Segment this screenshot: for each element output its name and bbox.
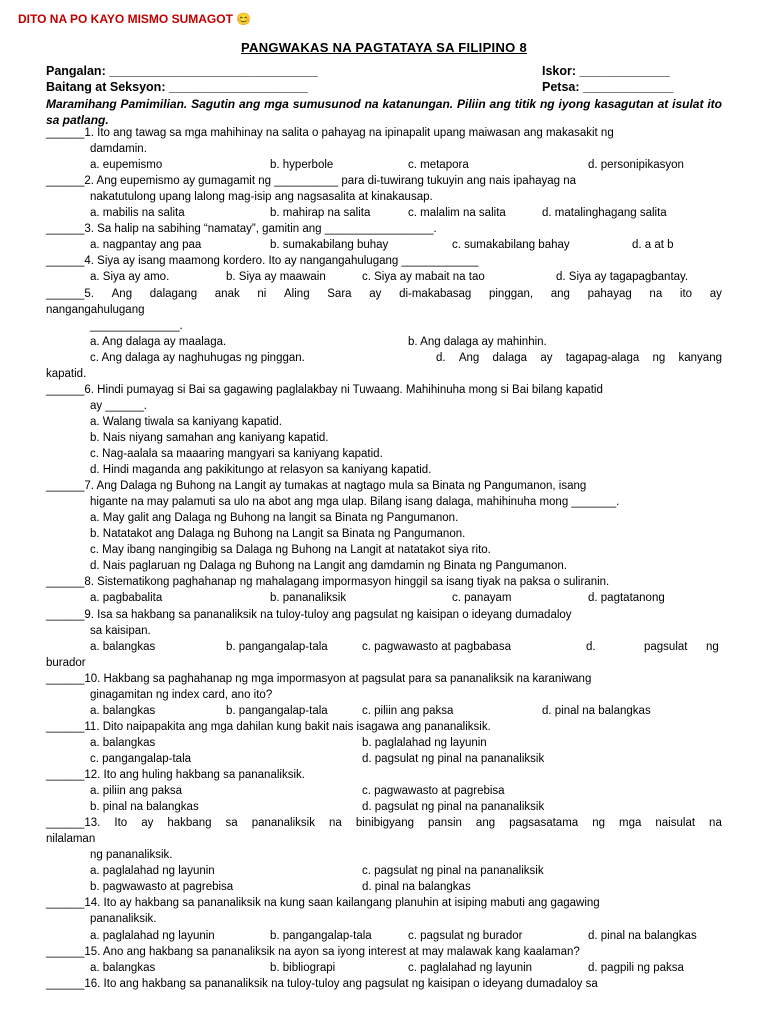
question-line: ______7. Ang Dalaga ng Buhong na Langit ay tumakas at nagtago mula sa Binata ng Pangumanon, isang [46,480,587,493]
answer-choice: b. paglalahad ng layunin [362,736,487,749]
grade-section-field[interactable]: Baitang at Seksyon: ____________________ [46,80,308,94]
answer-choice-word: Ang [458,351,480,364]
question-continuation: pananaliksik. [90,913,157,926]
answer-choice: c. Siya ay mabait na tao [362,271,485,284]
question-continuation: d. Nais paglaruan ng Dalaga ng Buhong na Langit ang damdamin ng Binata ng Pangumanon. [90,560,567,573]
answer-choice: b. pinal na balangkas [90,801,199,814]
question-continuation: ginagamitan ng index card, ano ito? [90,688,273,701]
question-line [46,286,722,302]
answer-choice [436,350,722,366]
answer-choice: d. pagtatanong [588,592,665,605]
date-field[interactable]: Petsa: _____________ [542,80,674,94]
answer-choice: d. personipikasyon [588,159,684,172]
name-field[interactable]: Pangalan: ______________________________ [46,64,318,78]
question-line: ______15. Ano ang hakbang sa pananaliksik na ayon sa iyong interest at may malawak kang kaalaman? [46,945,580,958]
answer-choice: a. nagpantay ang paa [90,239,202,252]
question-word: ay [709,287,722,300]
answer-choice: a. piliin ang paksa [90,785,183,798]
question-line: ______16. Ito ang hakbang sa pananaliksik na tuloy-tuloy ang pagsulat ng kaisipan o ideyang dumadaloy sa [46,977,598,990]
question-word: mga [619,817,642,830]
question-line: ______6. Hindi pumayag si Bai sa gagawing paglalakbay ni Tuwaang. Mahihinuha mong si Bai bilang kapatid [46,383,603,396]
question-word: ito [679,287,693,300]
answer-choice: c. pangangalap-tala [90,752,192,765]
question-word: ay [141,817,154,830]
answer-choice: c. paglalahad ng layunin [408,961,533,974]
choice-row [0,799,768,815]
answer-choice: d. Siya ay tagapagbantay. [556,271,689,284]
answer-choice: b. hyperbole [270,159,334,172]
answer-choice: a. mabilis na salita [90,207,185,220]
answer-choice: d. pinal na balangkas [542,704,651,717]
question-word: na [329,817,342,830]
question-word: ______13. [46,817,101,830]
question-continuation: b. Nais niyang samahan ang kaniyang kapatid. [90,431,329,444]
answer-choice: b. pananaliksik [270,592,347,605]
question-word: pananaliksik [251,817,315,830]
question-word: dalagang [149,287,198,300]
question-continuation: ay ______. [90,399,147,412]
question-continuation: d. Hindi maganda ang pakikitungo at relasyon sa kaniyang kapatid. [90,464,432,477]
question-word: ang [550,287,570,300]
answer-choice: pagsulat [644,640,688,653]
question-continuation: c. May ibang nangingibig sa Dalaga ng Buhong na Langit at natatakot siya rito. [90,544,491,557]
question-line: ______12. Ito ang huling hakbang sa pananaliksik. [46,769,305,781]
answer-choice: a. eupemismo [90,159,163,172]
answer-choice: d. pagsulat ng pinal na pananaliksik [362,752,545,765]
question-line: ______14. Ito ay hakbang sa pananaliksik na kung saan kailangang planuhin at isiping mabuti ang gagawing [46,897,600,910]
question-word: ay [369,287,382,300]
question-word: binibigyang [355,817,414,830]
question-word: ang [475,817,496,830]
question-line [46,815,722,831]
choice-row [0,237,768,253]
answer-choice-word: tagapag-alaga [565,351,640,364]
answer-choice: c. pagwawasto at pagrebisa [362,785,505,798]
answer-choice: c. pagwawasto at pagbabasa [362,640,511,653]
answer-choice: a. balangkas [90,736,156,749]
question-word: Aling [284,287,310,300]
question-continuation: damdamin. [90,143,147,156]
question-word: pinggan, [488,287,534,300]
question-line: ______9. Isa sa hakbang sa pananaliksik na tuloy-tuloy ang pagsulat ng kaisipan o ideyang dumadaloy [46,608,572,621]
choice-row [0,334,768,350]
choice-row [0,269,768,285]
answer-choice: a. balangkas [90,704,156,717]
instructions: Maramihang Pamimilian. Sagutin ang mga sumusunod na katanungan. Piliin ang titik ng iyong kasagutan at isulat ito sa patlang. [46,97,722,127]
question-line: ______8. Sistematikong paghahanap ng mahalagang impormasyon hinggil sa isang tiyak na paksa o suliranin. [46,576,610,589]
question-continuation: a. Walang tiwala sa kaniyang kapatid. [90,415,282,428]
choice-row [0,863,768,879]
answer-choice: a. paglalahad ng layunin [90,929,215,942]
answer-choice: a. Siya ay amo. [90,271,170,284]
question-word: anak [214,287,240,300]
choice-row [0,751,768,767]
question-line: burador [46,656,86,669]
question-continuation: sa kaisipan. [90,624,151,637]
answer-choice: d. pinal na balangkas [588,929,697,942]
answer-choice: b. pangangalap-tala [226,640,328,653]
answer-choice-word: d. [436,351,446,364]
question-word: hakbang [167,817,212,830]
question-word: Sara [327,287,352,300]
question-word: ______5. [46,287,94,300]
answer-choice: d. [586,640,596,653]
question-word: na [709,817,722,830]
question-line: ______3. Sa halip na sabihing “namatay”, gamitin ang _________________. [46,223,437,236]
choice-row [0,783,768,799]
choice-row [0,879,768,895]
answer-choice: d. matalinghagang salita [542,207,667,220]
question-line: kapatid. [46,367,87,380]
answer-choice: b. Siya ay maawain [226,271,326,284]
answer-choice: c. Ang dalaga ay naghuhugas ng pinggan. [90,351,305,364]
choice-row [0,703,768,719]
answer-choice: d. a at b [632,239,674,252]
choice-row [0,157,768,173]
answer-choice: c. piliin ang paksa [362,704,454,717]
answer-choice: ng [706,640,719,653]
answer-here-note: DITO NA PO KAYO MISMO SUMAGOT 😊 [18,12,252,26]
answer-choice-word: kanyang [678,351,722,364]
score-field[interactable]: Iskor: _____________ [542,64,670,78]
choice-row [0,960,768,976]
answer-choice: c. metapora [408,159,469,172]
answer-choice: c. pagsulat ng pinal na pananaliksik [362,865,544,878]
answer-choice: a. balangkas [90,640,156,653]
choice-row [0,205,768,221]
answer-choice: b. mahirap na salita [270,207,371,220]
answer-choice: d. pagpili ng paksa [588,961,684,974]
choice-row [0,735,768,751]
choice-row [0,590,768,606]
choice-row [0,350,768,366]
question-word: pansin [428,817,462,830]
answer-choice-word: dalaga [492,351,528,364]
question-word: pahayag [587,287,632,300]
question-line: ______1. Ito ang tawag sa mga mahihinay na salita o pahayag na ipinapalit upang maiwasan ang makasakit ng [46,127,614,139]
worksheet-title: PANGWAKAS NA PAGTATAYA SA FILIPINO 8 [241,40,527,55]
question-word: sa [225,817,238,830]
answer-choice: b. Ang dalaga ay mahinhin. [408,335,547,348]
answer-choice-word: ng [652,351,666,364]
question-word: ni [257,287,267,300]
question-continuation: b. Natatakot ang Dalaga ng Buhong na Langit sa Binata ng Pangumanon. [90,528,466,541]
question-line: ______10. Hakbang sa paghahanap ng mga impormasyon at pagsulat para sa pananaliksik na karaniwang [46,672,592,685]
question-line: ______4. Siya ay isang maamong kordero. Ito ay nangangahulugang ____________ [46,255,479,268]
question-line: nangangahulugang [46,303,145,316]
question-line: ______2. Ang eupemismo ay gumagamit ng __________ para di-tuwirang tukuyin ang nais ipahayag na [46,175,577,188]
answer-choice: c. pagsulat ng burador [408,929,523,942]
answer-choice: b. pangangalap-tala [270,929,372,942]
question-word: Ang [111,287,133,300]
answer-choice: b. pangangalap-tala [226,704,328,717]
question-continuation: a. May galit ang Dalaga ng Buhong na langit sa Binata ng Pangumanon. [90,512,459,525]
answer-choice: c. panayam [452,592,512,605]
question-word: pagsasatama [509,817,579,830]
answer-choice: b. bibliograpi [270,961,336,974]
answer-choice: b. pagwawasto at pagrebisa [90,881,234,894]
answer-choice-word: ay [540,351,553,364]
answer-choice: c. malalim na salita [408,207,506,220]
answer-choice: a. Ang dalaga ay maalaga. [90,335,227,348]
choice-row [0,639,768,655]
question-word: Ito [114,817,128,830]
question-continuation: c. Nag-aalala sa maaaring mangyari sa kaniyang kapatid. [90,448,383,460]
choice-row [0,928,768,944]
question-continuation: nakatutulong upang lalong mag-isip ang nagsasalita at kinakausap. [90,191,433,204]
question-continuation: higante na may palamuti sa ulo na abot ang mga ulap. Bilang isang dalaga, mahihinuha mong _______. [90,496,620,509]
answer-choice: a. balangkas [90,961,156,974]
answer-choice: a. paglalahad ng layunin [90,865,215,878]
answer-choice: a. pagbabalita [90,592,163,605]
answer-choice: b. sumakabilang buhay [270,239,389,252]
question-line: ______11. Dito naipapakita ang mga dahilan kung bakit nais isagawa ang pananaliksik. [46,720,491,733]
question-word: di-makabasag [399,287,472,300]
answer-choice: c. sumakabilang bahay [452,239,570,252]
question-line: nilalaman [46,833,96,846]
question-word: ng [592,817,605,830]
question-continuation: ng pananaliksik. [90,849,173,862]
question-word: naisulat [655,817,696,830]
answer-choice: d. pagsulat ng pinal na pananaliksik [362,801,545,814]
question-word: na [649,287,663,300]
answer-choice: d. pinal na balangkas [362,881,471,894]
question-continuation: ______________. [90,319,183,332]
